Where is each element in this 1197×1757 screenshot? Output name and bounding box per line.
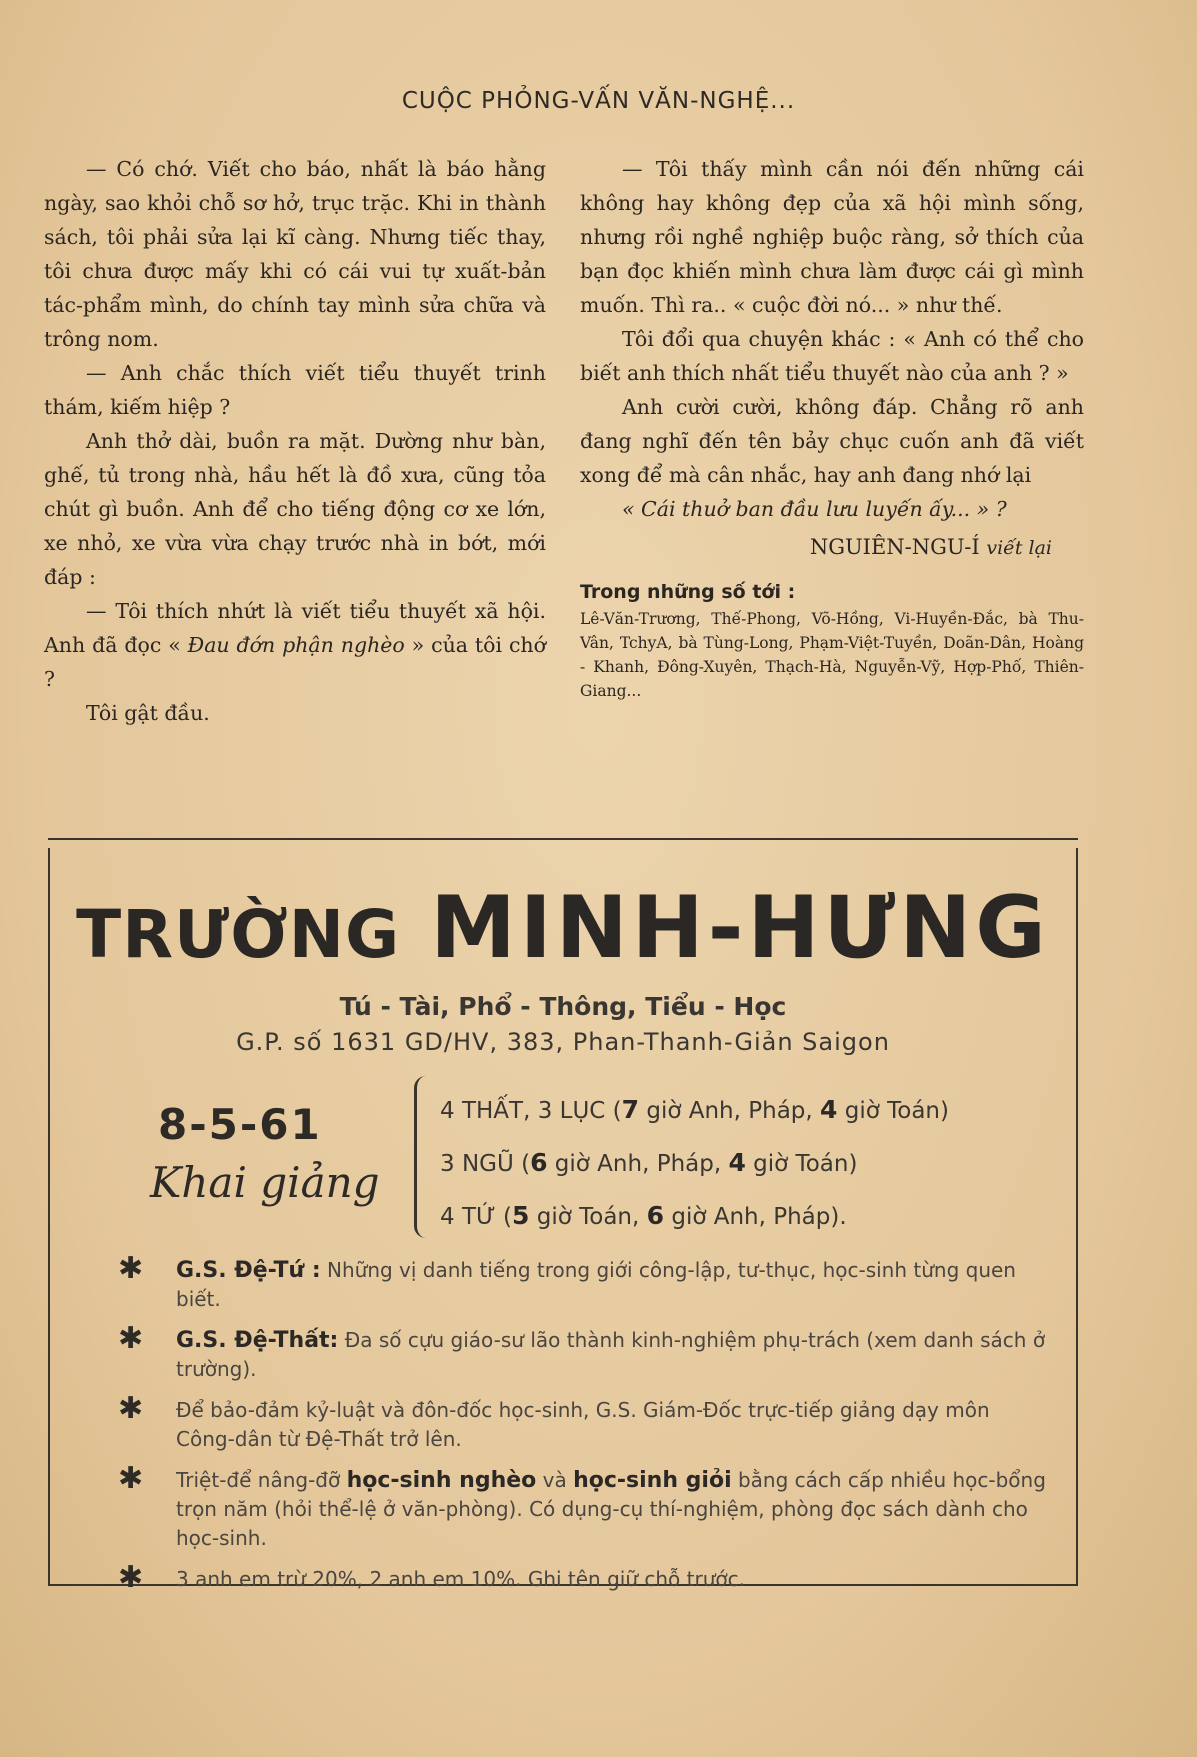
paragraph: — Có chớ. Viết cho báo, nhất là báo hằng ngày, sao khỏi chỗ sơ hở, trục trặc. Khi in thành sách, tôi phải sửa lại kĩ càng. Nhưng tiếc thay, tôi chưa được mấy khi có cái vui tự xuất-bản tác-phẩm mình, do chính tay mình sửa chữa và trông nom. [44, 157, 546, 351]
paragraph: — Anh chắc thích viết tiểu thuyết trinh thám, kiếm hiệp ? [44, 361, 546, 419]
school-levels: Tú - Tài, Phổ - Thông, Tiểu - Học [339, 992, 787, 1021]
feature-text: Để bảo-đảm kỷ-luật và đôn-đốc học-sinh, G.S. Giám-Đốc trực-tiếp giảng dạy môn Công-dân từ Đệ-Thất trở lên. [176, 1398, 990, 1451]
feature-text: bằng cách cấp nhiều học-bổng trọn năm (hỏi thể-lệ ở văn-phòng). Có dụng-cụ thí-nghiệm, phòng đọc sách dành cho học-sinh. [176, 1468, 1046, 1550]
star-icon: ✱ [118, 1560, 144, 1595]
class-text: giờ Toán, [529, 1204, 647, 1230]
hours: 5 [512, 1201, 530, 1230]
class-item [440, 1084, 949, 1137]
paragraph: — Tôi thấy mình cần nói đến những cái không hay không đẹp của xã hội mình sống, nhưng rồi nghề nghiệp buộc ràng, sở thích của bạn đọc khiến mình chưa làm được cái gì mình muốn. Thì ra.. « cuộc đời nó... » như thế. [580, 157, 1084, 317]
hours: 7 [621, 1095, 640, 1124]
class-text: giờ Anh, Pháp). [664, 1204, 847, 1230]
feature-item [118, 1461, 1048, 1553]
school-name [48, 878, 1078, 978]
hours: 4 [820, 1095, 838, 1124]
feature-text: Đa số cựu giáo-sư lão thành kinh-nghiệm phụ-trách (xem danh sách ở trường). [176, 1328, 1046, 1381]
feature-item [118, 1391, 1048, 1454]
feature-item [118, 1560, 1048, 1595]
divider [48, 838, 1078, 840]
school-advertisement [48, 848, 1078, 1595]
signature [580, 530, 1084, 565]
class-text: giờ Toán) [837, 1098, 949, 1124]
author-name: NGUIÊN-NGU-Í [809, 535, 980, 559]
page-header: CUỘC PHỎNG-VẤN VĂN-NGHỆ... [401, 88, 796, 114]
class-item [440, 1137, 949, 1190]
feature-list [118, 1251, 1048, 1606]
brace [414, 1076, 431, 1238]
paragraph-text: — Tôi thích nhứt là viết tiểu thuyết xã hội. Anh đã đọc « [44, 599, 546, 657]
star-icon: ✱ [118, 1391, 144, 1426]
feature-label: G.S. Đệ-Tứ : [176, 1258, 321, 1283]
opening-date: 8-5-61 [158, 1100, 322, 1149]
hours: 6 [646, 1201, 665, 1230]
feature-item [118, 1251, 1048, 1314]
feature-text: 3 anh em trừ 20%, 2 anh em 10%. Ghi tên giữ chỗ trước. [176, 1567, 745, 1591]
paragraph: Anh cười cười, không đáp. Chẳng rõ anh đang nghĩ đến tên bảy chục cuốn anh đã viết xong để mà cân nhắc, hay anh đang nhớ lại [580, 395, 1084, 487]
school-name-word2: MINH-HƯNG [430, 878, 1050, 978]
hours: 6 [530, 1148, 548, 1177]
feature-label: G.S. Đệ-Thất: [176, 1328, 339, 1353]
paragraph: Tôi đổi qua chuyện khác : « Anh có thể cho biết anh thích nhất tiểu thuyết nào của anh ? » [580, 327, 1084, 385]
quote-line [580, 492, 1084, 526]
feature-text: Những vị danh tiếng trong giới công-lập, tư-thục, học-sinh từng quen biết. [176, 1258, 1016, 1311]
star-icon: ✱ [118, 1461, 144, 1496]
paragraph [44, 594, 546, 696]
opening-label: Khai giảng [150, 1158, 380, 1207]
feature-item [118, 1321, 1048, 1384]
school-name-word1: TRƯỜNG [76, 896, 401, 973]
upcoming-heading: Trong những số tới : [580, 581, 796, 603]
class-text: 3 NGŨ ( [440, 1151, 531, 1177]
paragraph-text: » của tôi chớ ? [44, 633, 546, 691]
paragraph: Tôi gật đầu. [86, 701, 210, 725]
school-license-address: G.P. số 1631 GD/HV, 383, Phan-Thanh-Giản Saigon [236, 1028, 890, 1056]
class-list [440, 1084, 949, 1243]
book-title: Đau đớn phận nghèo [187, 633, 405, 657]
feature-text: và [542, 1468, 567, 1492]
hours: 4 [728, 1148, 746, 1177]
feature-emphasis: học-sinh giỏi [573, 1468, 732, 1493]
author-note: viết lại [986, 537, 1052, 559]
class-text: 4 THẤT, 3 LỤC ( [440, 1098, 622, 1124]
class-text: giờ Anh, Pháp, [639, 1098, 821, 1124]
upcoming-names: Lê-Văn-Trương, Thế-Phong, Võ-Hồng, Vi-Huyền-Đắc, bà Thu-Vân, TchyA, bà Tùng-Long, Phạm-Việt-Tuyền, Doãn-Dân, Hoàng - Khanh, Đông-Xuyên, Thạch-Hà, Nguyễn-Vỹ, Hợp-Phố, Thiên-Giang... [580, 610, 1084, 700]
class-text: giờ Toán) [745, 1151, 858, 1177]
feature-emphasis: học-sinh nghèo [346, 1468, 537, 1493]
class-text: giờ Anh, Pháp, [547, 1151, 729, 1177]
class-text: 4 TỨ ( [440, 1204, 513, 1230]
paragraph: Anh thở dài, buồn ra mặt. Dường như bàn, ghế, tủ trong nhà, hầu hết là đồ xưa, cũng tỏa chút gì buồn. Anh để cho tiếng động cơ xe lớn, xe nhỏ, xe vừa vừa chạy trước nhà in bớt, mới đáp : [44, 429, 546, 589]
left-column [44, 152, 546, 730]
class-item [440, 1190, 949, 1243]
quote: « Cái thuở ban đầu lưu luyến ấy... » ? [622, 497, 1007, 521]
feature-text: Triệt-để nâng-đỡ [176, 1468, 341, 1492]
star-icon: ✱ [118, 1251, 144, 1286]
right-column [580, 152, 1084, 703]
star-icon: ✱ [118, 1321, 144, 1356]
